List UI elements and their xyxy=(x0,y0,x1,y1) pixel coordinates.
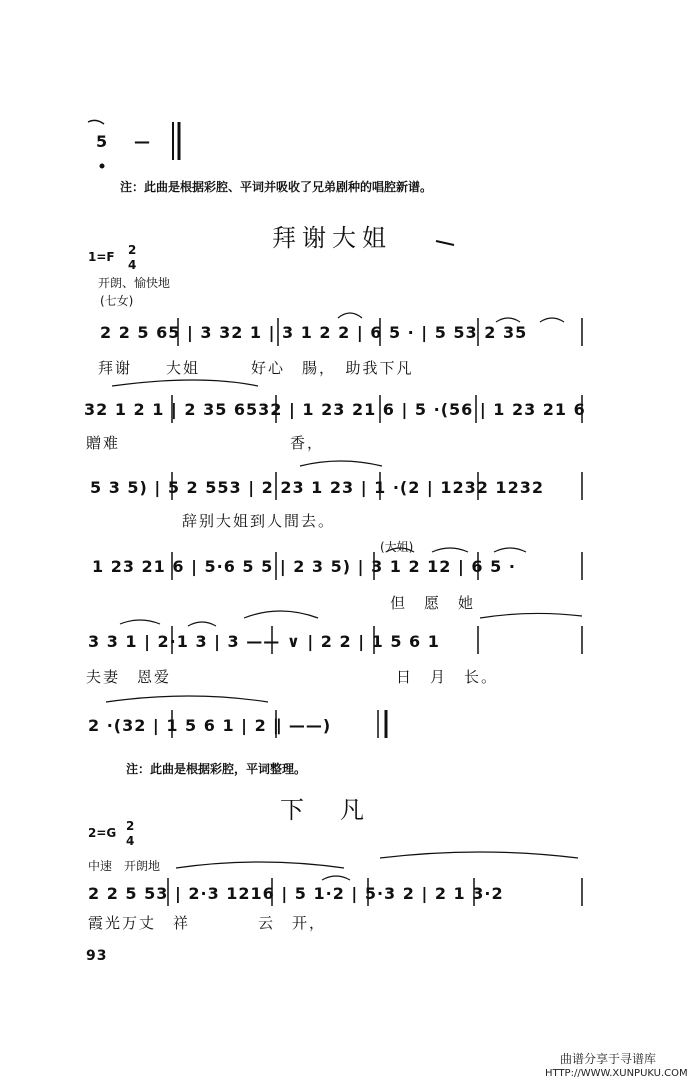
row2-barlines xyxy=(172,395,582,423)
song1-row3-lyrics: 辞别大姐到人間去。 xyxy=(182,512,336,530)
song1-row6-notes: 2 ·(32 | 1 5 6 1 | 2 ∥ ——) xyxy=(88,716,332,735)
watermark-line1: 曲谱分享于寻谱库 xyxy=(560,1052,657,1066)
title-dash xyxy=(436,241,454,245)
song1-row1-notes: 2 2 5 65 | 3 32 1 | 3 1 2 2 | 6 5 · | 5 53 2 35 xyxy=(100,323,528,342)
song1-row4-notes: 1 23 21 6 | 5·6 5 5 | 2 3 5) | 3 1 2 12 | 6 5 · xyxy=(92,557,516,576)
song2-title: 下 凡 xyxy=(280,796,370,824)
song1-title: 拜谢大姐 xyxy=(272,224,392,252)
song1-time-top: 2 xyxy=(128,243,137,257)
row3-slur xyxy=(300,461,382,466)
song2-row1-slurs xyxy=(176,852,578,880)
song1-row5-lyrics-a: 夫妻 恩爱 xyxy=(86,668,172,686)
page-number: 93 xyxy=(86,948,108,964)
row4-barlines xyxy=(172,552,582,580)
row4-slurs xyxy=(386,548,526,552)
row6-slur xyxy=(106,696,268,702)
song1-row2-notes: 32 1 2 1 | 2 35 6532 | 1 23 21 6 | 5 ·(56 | 1 23 21 6 xyxy=(84,400,586,419)
top-dash: — xyxy=(134,132,151,151)
song1-role: (七女) xyxy=(100,294,134,308)
song1-row4-role: (大姐) xyxy=(380,540,414,554)
row5-barlines xyxy=(172,626,582,654)
song2-time-bottom: 4 xyxy=(126,834,135,848)
row1-slurs xyxy=(338,313,564,322)
row3-barlines xyxy=(172,472,582,500)
song1-row3-notes: 5 3 5) | 5 2 553 | 2 23 1 23 | 1 ·(2 | 1232 1232 xyxy=(90,478,544,497)
song2-row1-lyrics: 霞光万丈 祥 云 开， xyxy=(88,914,327,932)
row5-slurs xyxy=(120,611,582,626)
song1-row4-lyrics: 但 愿 她 xyxy=(390,594,476,612)
song1-row2-lyrics: 贈难 香， xyxy=(86,434,325,452)
song1-row5-lyrics-b: 日 月 长。 xyxy=(396,668,499,686)
row6-barlines xyxy=(172,710,386,738)
song2-tempo: 中速 开朗地 xyxy=(88,859,161,873)
song2-key: 2=G xyxy=(88,826,117,840)
song1-row5-notes: 3 3 1 | 2·1 3 | 3 —— ∨ | 2 2 | 1 5 6 1 xyxy=(88,632,440,651)
song2-row1-notes: 2 2 5 53 | 2·3 1216 | 5 1·2 | 5·3 2 | 2 1 3·2 xyxy=(88,884,504,903)
row1-barlines xyxy=(178,318,582,346)
song1-time-bottom: 4 xyxy=(128,258,137,272)
song2-row1-barlines xyxy=(168,878,582,906)
footnote-2: 注：此曲是根据彩腔，平词整理。 xyxy=(126,762,307,776)
song1-key: 1=F xyxy=(88,250,115,264)
song2-time-top: 2 xyxy=(126,819,135,833)
song1-tempo: 开朗、愉快地 xyxy=(98,276,171,290)
top-barlines xyxy=(88,120,179,167)
row2-long-slur xyxy=(112,380,258,386)
top-note: 5 xyxy=(96,132,109,151)
song1-row1-lyrics: 拜谢 大姐 好心 腸， 助我下凡 xyxy=(98,359,414,377)
footnote-1: 注：此曲是根据彩腔、平词并吸收了兄弟剧种的唱腔新谱。 xyxy=(120,180,433,194)
watermark-line2: HTTP://WWW.XUNPUKU.COM xyxy=(545,1068,688,1079)
